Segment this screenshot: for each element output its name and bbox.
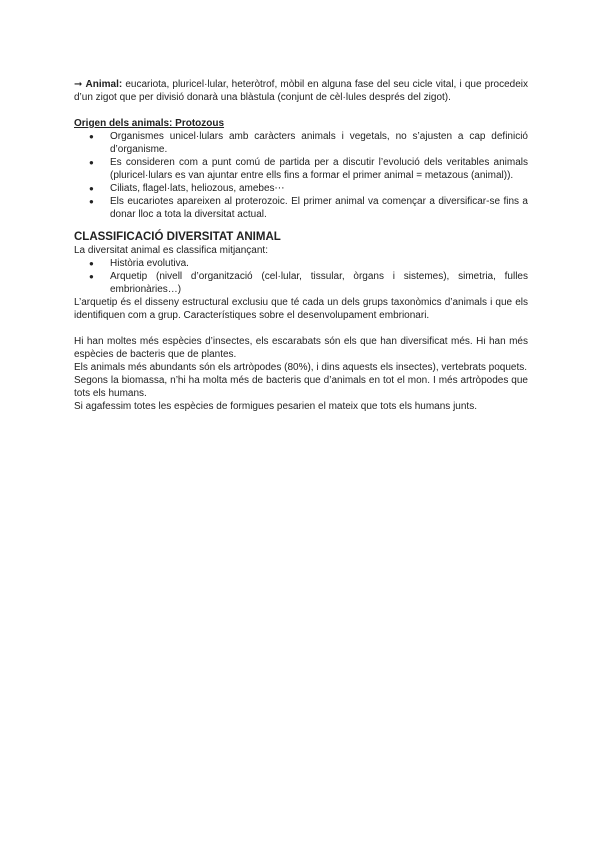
document-page [74, 78, 528, 413]
classification-heading: CLASSIFICACIÓ DIVERSITAT ANIMAL [74, 231, 281, 243]
bullet-icon: ● [89, 272, 94, 281]
classification-list [74, 257, 528, 296]
intro-term: Animal: [85, 79, 123, 90]
list-item: ● Història evolutiva. [89, 258, 189, 269]
list-item: ● Arquetip (nivell d’organització (cel·lular, tissular, òrgans i sistemes), simetria, fulles embrionàries…) [89, 271, 528, 295]
bullet-icon: ● [89, 132, 94, 141]
classification-lead: La diversitat animal es classifica mitjançant: [74, 245, 268, 256]
bullet-icon: ● [89, 158, 94, 167]
origin-list [74, 130, 528, 221]
fact-paragraph: Els animals més abundants són els artròpodes (80%), i dins aquests els insectes), vertebrats poquets. [74, 362, 528, 373]
fact-paragraph: Si agafessim totes les espècies de formigues pesarien el mateix que tots els humans junts. [74, 401, 477, 412]
list-item: ● Es consideren com a punt comú de partida per a discutir l’evolució dels veritables animals (pluricel·lulars es van ajuntar entre ells fins a formar el primer animal = metazous (animal)). [89, 157, 528, 181]
list-item: ● Els eucariotes apareixen al proterozoic. El primer animal va començar a diversificar-se fins a donar lloc a tota la diversitat actual. [89, 196, 528, 220]
list-item: ● Ciliats, flagel·lats, heliozous, amebes⋯ [89, 183, 285, 194]
intro-paragraph [74, 78, 528, 104]
intro-text: eucariota, pluricel·lular, heteròtrof, mòbil en alguna fase del seu cicle vital, i que procedeix d’un zigot que per divisió donarà una blàstula (conjunt de cèl·lules després del zigot). [74, 79, 528, 103]
bullet-icon: ● [89, 184, 94, 193]
origin-heading: Origen dels animals: Protozous [74, 118, 225, 129]
fact-paragraph: Hi han moltes més espècies d’insectes, els escarabats són els que han diversificat més. Hi han més espècies de bacteris que de plantes. [74, 336, 528, 360]
archetype-paragraph: L’arquetip és el disseny estructural exclusiu que té cada un dels grups taxonòmics d’animals i que els identifiquen com a grup. Característiques sobre el desenvolupament embrionari. [74, 297, 528, 321]
bullet-icon: ● [89, 259, 94, 268]
arrow-icon: ➞ [74, 79, 83, 90]
list-item: ● Organismes unicel·lulars amb caràcters animals i vegetals, no s’ajusten a cap definició d’organisme. [89, 131, 528, 155]
bullet-icon: ● [89, 197, 94, 206]
fact-paragraph: Segons la biomassa, n’hi ha molta més de bacteris que d’animals en tot el mon. I més artròpodes que tots els humans. [74, 375, 528, 399]
